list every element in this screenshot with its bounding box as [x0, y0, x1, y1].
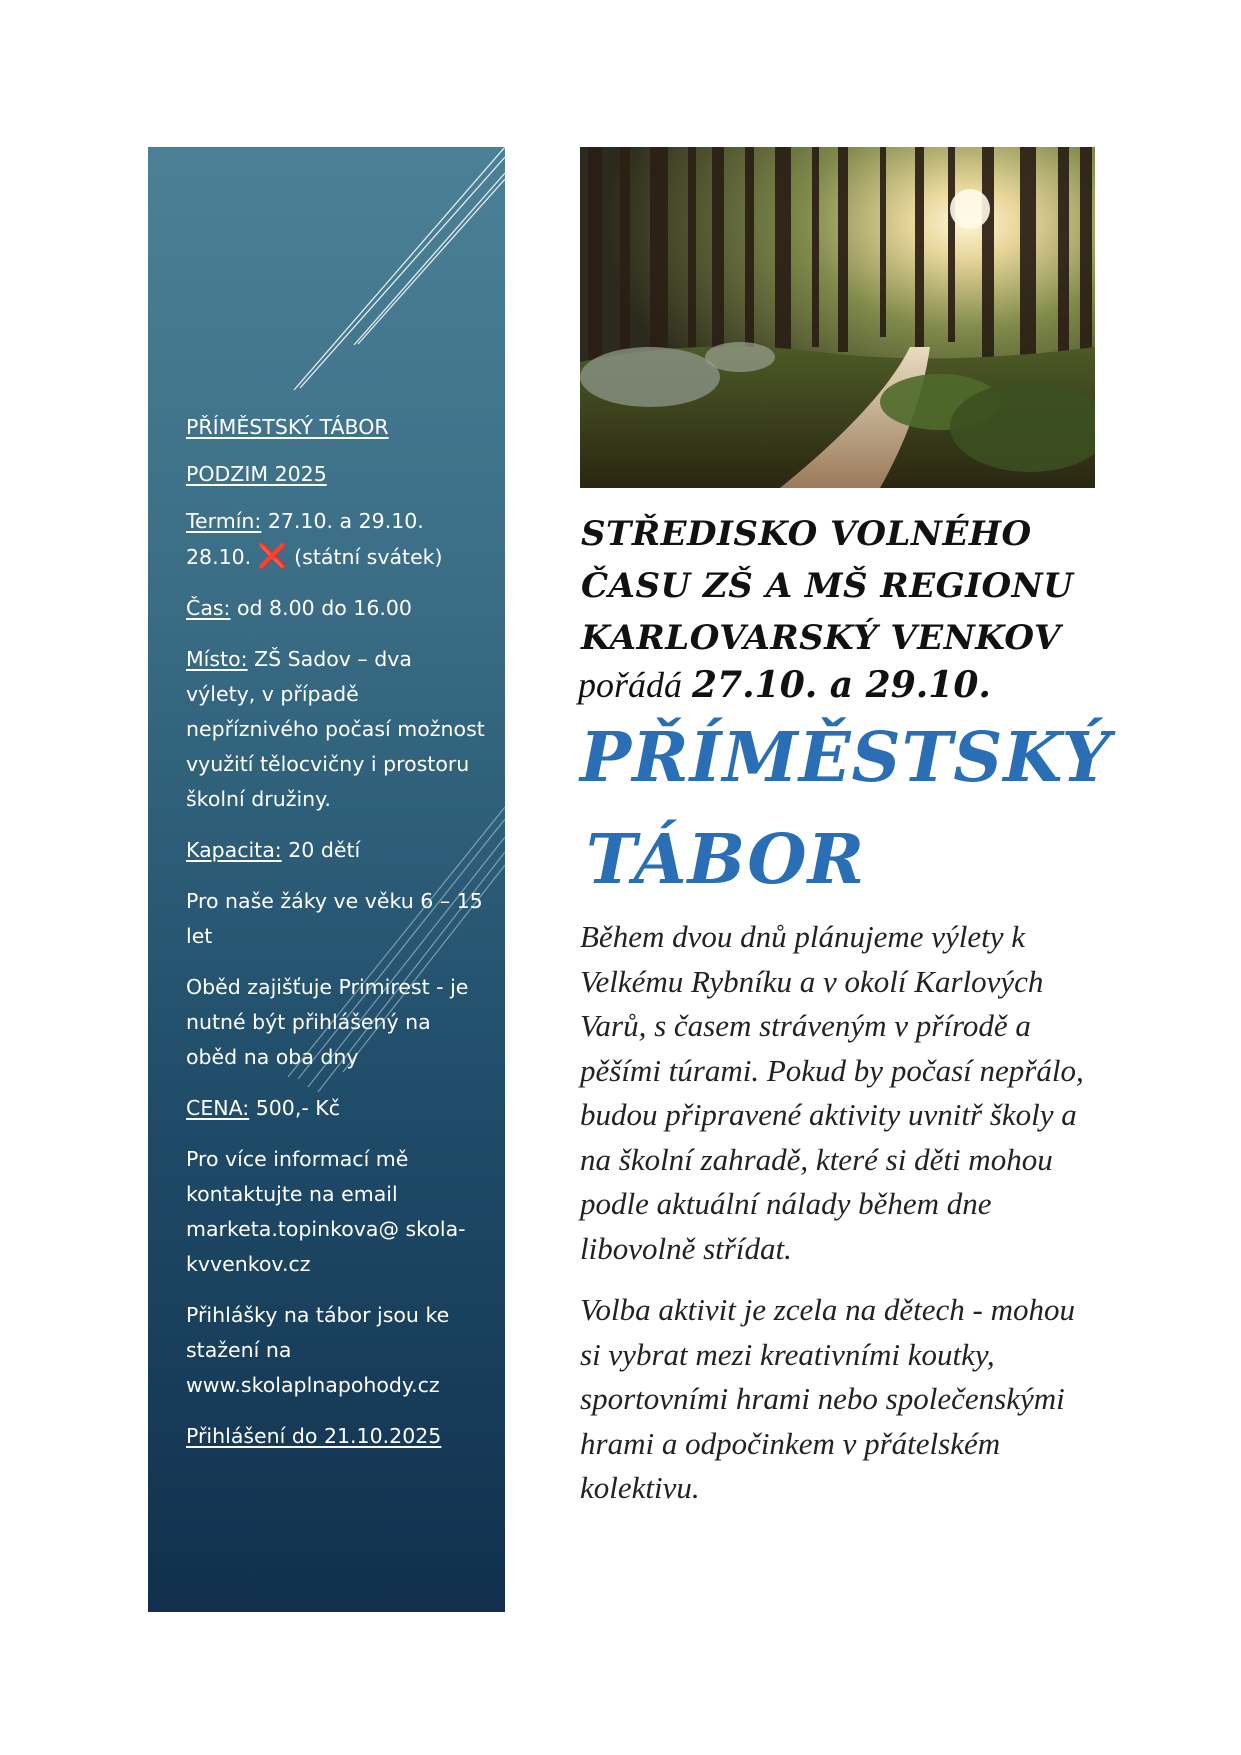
vek-text: Pro naše žáky ve věku 6 – 15 let [186, 889, 483, 948]
kapacita-label: Kapacita: [186, 838, 282, 862]
termin-note-text: (státní svátek) [287, 545, 443, 569]
cena-value: 500,- Kč [249, 1096, 340, 1120]
sidebar-content [186, 410, 486, 1470]
porada-line [578, 664, 991, 706]
forest-photo [580, 147, 1095, 488]
termin-block [186, 504, 486, 575]
event-description [580, 915, 1100, 1528]
sidebar-heading-1: PŘÍMĚSTSKÝ TÁBOR [186, 415, 389, 439]
termin-value: 27.10. a 29.10. [261, 509, 424, 533]
prihlasky-text: Přihlášky na tábor jsou ke stažení na www.skolaplnapohody.cz [186, 1303, 450, 1397]
cena-block [186, 1091, 486, 1126]
organizer-heading [581, 508, 1101, 664]
cross-mark-icon: ❌ [257, 542, 288, 570]
misto-value: ZŠ Sadov – dva výlety, v případě nepříznivého počasí možnost využití tělocvičny i prostoru školní družiny. [186, 647, 485, 811]
cas-label: Čas: [186, 596, 231, 620]
info-sidebar [148, 147, 505, 1612]
org-line-3: KARLOVARSKÝ VENKOV [581, 618, 1061, 658]
obed-text: Oběd zajišťuje Primirest - je nutné být přihlášený na oběd na oba dny [186, 975, 469, 1069]
termin-label: Termín: [186, 509, 262, 533]
misto-label: Místo: [186, 647, 248, 671]
termin-note-date: 28.10. [186, 545, 258, 569]
kapacita-block [186, 833, 486, 868]
event-title-line-2: TÁBOR [586, 820, 866, 900]
kapacita-value: 20 dětí [281, 838, 361, 862]
org-line-2: ČASU ZŠ A MŠ REGIONU [581, 566, 1074, 606]
cas-value: od 8.00 do 16.00 [230, 596, 412, 620]
cas-block [186, 591, 486, 626]
misto-block [186, 642, 486, 817]
porada-word: pořádá [578, 665, 683, 705]
deadline-text: Přihlášení do 21.10.2025 [186, 1424, 442, 1448]
description-paragraph-2: Volba aktivit je zcela na dětech - mohou si vybrat mezi kreativními koutky, sportovními hrami nebo společenskými hrami a odpočinkem v přátelském kolektivu. [580, 1292, 1076, 1505]
event-dates: 27.10. a 29.10. [692, 664, 991, 706]
info-text: Pro více informací mě kontaktujte na email marketa.topinkova@ skola-kvvenkov.cz [186, 1147, 466, 1276]
org-line-1: STŘEDISKO VOLNÉHO [581, 514, 1032, 554]
description-paragraph-1: Během dvou dnů plánujeme výlety k Velkému Rybníku a v okolí Karlových Varů, s časem stráveným v přírodě a pěšími túrami. Pokud by počasí nepřálo, budou připravené aktivity uvnitř školy a na školní zahradě, které si děti mohou podle aktuální nálady během dne libovolně střídat. [580, 919, 1084, 1266]
cena-label: CENA: [186, 1096, 250, 1120]
forest-illustration [580, 147, 1095, 488]
event-title-line-1: PŘÍMĚSTSKÝ [580, 718, 1112, 798]
sidebar-heading-2: PODZIM 2025 [186, 462, 327, 486]
